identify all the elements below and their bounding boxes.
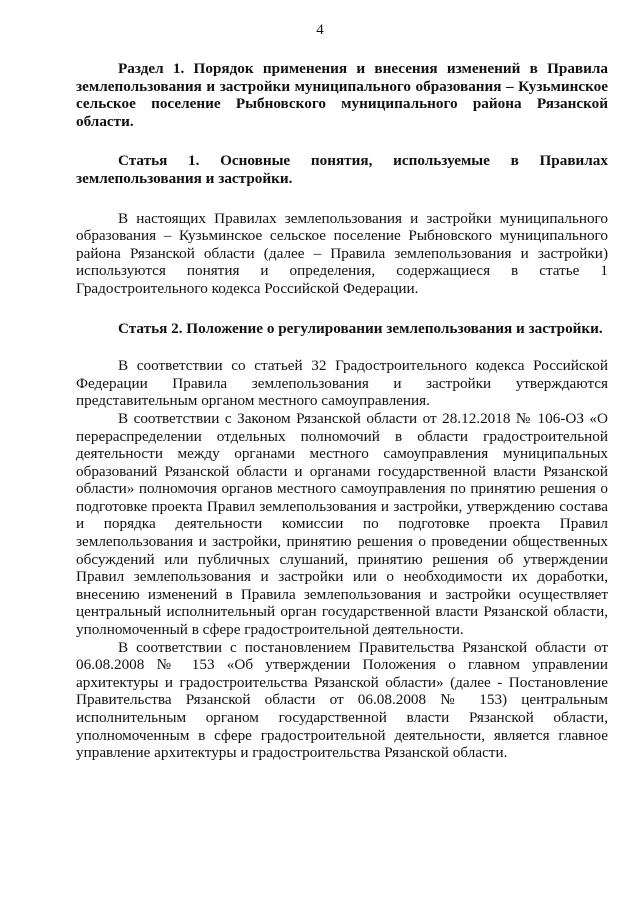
document-body bbox=[76, 60, 608, 762]
spacer bbox=[76, 188, 608, 210]
article-1-heading: Статья 1. Основные понятия, используемые в Правилах землепользования и застройки. bbox=[76, 152, 608, 187]
article-2-paragraph: В соответствии с постановлением Правительства Рязанской области от 06.08.2008 № 153 «Об утверждении Положения о главном управлении архитектуры и градостроительства Рязанской области» (далее - Постановление Правительства Рязанской области от 06.08.2008 № 153) центральным исполнительным органом государственной власти Рязанской области, уполномоченным в сфере градостроительной деятельности, является главное управление архитектуры и градостроительства Рязанской области. bbox=[76, 638, 608, 762]
spacer bbox=[76, 298, 608, 320]
spacer bbox=[76, 130, 608, 152]
article-2-paragraph: В соответствии с Законом Рязанской области от 28.12.2018 № 106-ОЗ «О перераспределении отдельных полномочий в области градостроительной деятельности между органами местного самоуправления муниципальных образований Рязанской области и органами государственной власти Рязанской области» полномочия органов местного самоуправления по принятию решения о подготовке проекта Правил землепользования и застройки, утверждению состава и порядка деятельности комиссии по подготовке проекта Правил землепользования и застройки, принятию решения о проведении общественных обсуждений или публичных слушаний, принятию решения об утверждении Правил землепользования и застройки или о необходимости их доработки, внесению изменений в Правила землепользования и застройки осуществляет центральный исполнительный орган государственной власти Рязанской области, уполномоченный в сфере градостроительной деятельности. bbox=[76, 409, 608, 639]
section-heading: Раздел 1. Порядок применения и внесения изменений в Правила землепользования и застройки муниципального образования – Кузьминское сельское поселение Рыбновского муниципального района Рязанской области. bbox=[76, 60, 608, 130]
spacer bbox=[76, 337, 608, 357]
article-2-heading: Статья 2. Положение о регулировании землепользования и застройки. bbox=[118, 319, 603, 337]
page-number: 4 bbox=[316, 22, 324, 38]
article-1-paragraph: В настоящих Правилах землепользования и застройки муниципального образования – Кузьминское сельское поселение Рыбновского муниципального района Рязанской области (далее – Правила землепользования и застройки) используются понятия и определения, содержащиеся в статье 1 Градостроительного кодекса Российской Федерации. bbox=[76, 209, 608, 297]
article-2-paragraph: В соответствии со статьей 32 Градостроительного кодекса Российской Федерации Правила землепользования и застройки утверждаются представительным органом местного самоуправления. bbox=[76, 357, 608, 410]
